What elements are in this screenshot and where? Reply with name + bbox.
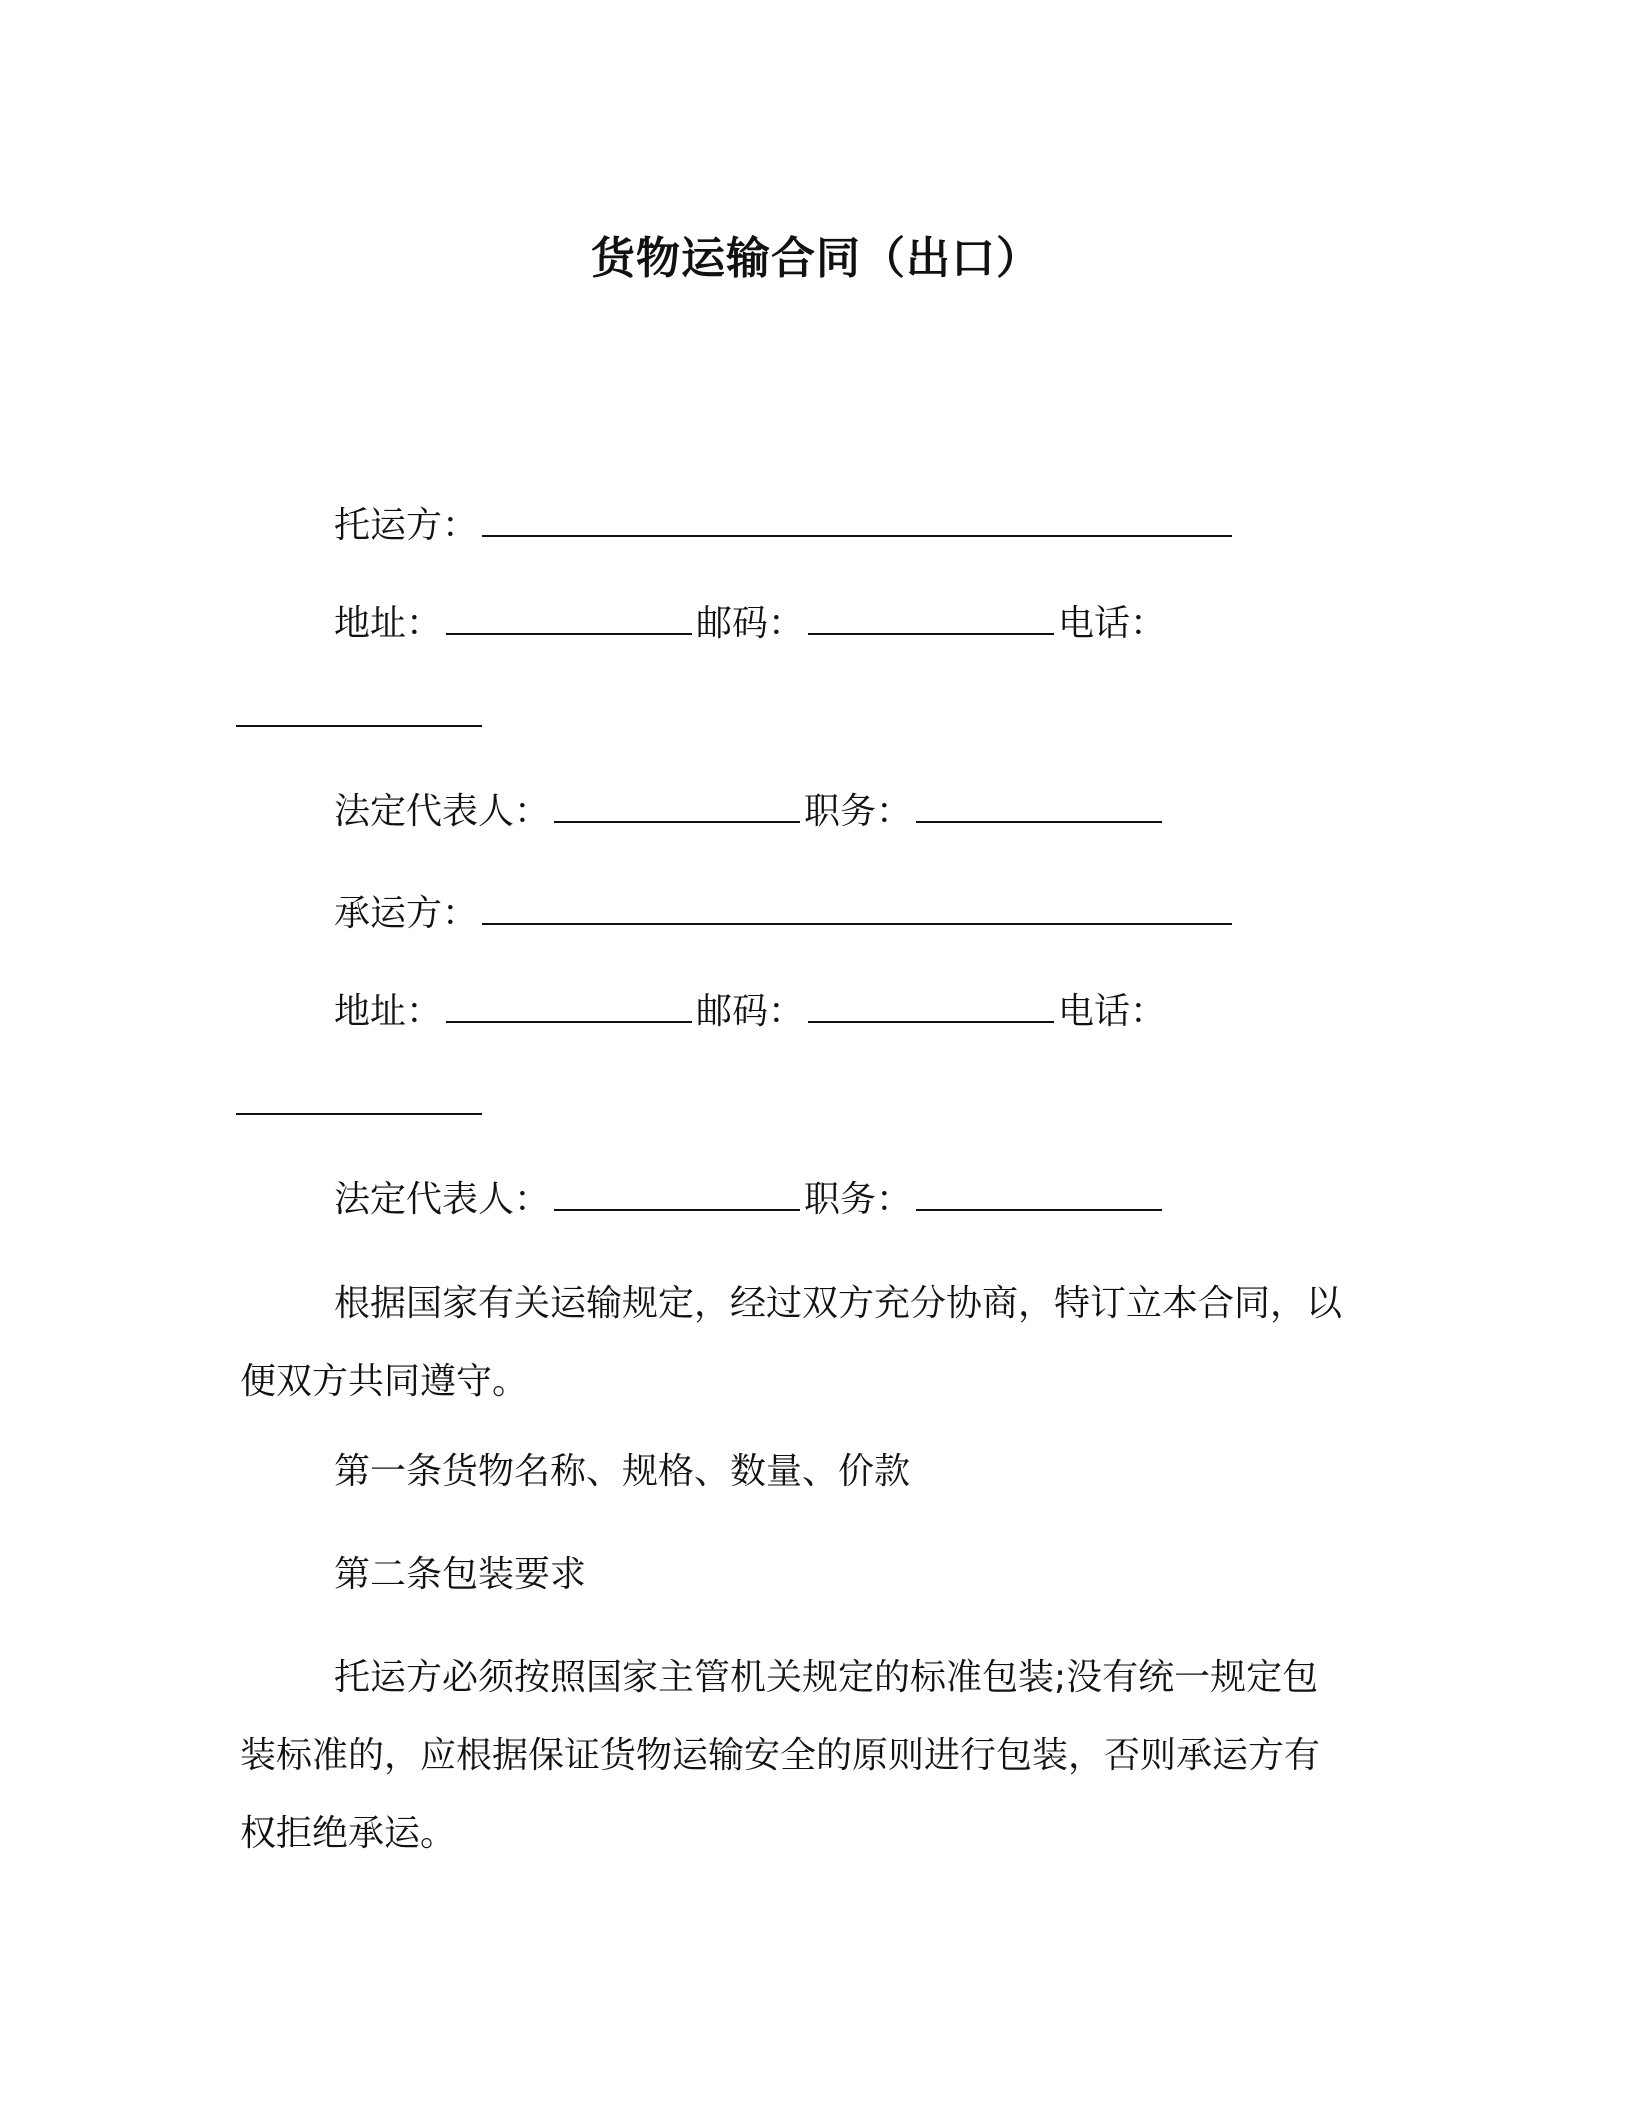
consignor-contact-line bbox=[334, 601, 1166, 646]
consignor-label: 托运方： bbox=[334, 505, 479, 546]
packaging-line-1: 托运方必须按照国家主管机关规定的标准包装;没有统一规定包 bbox=[334, 1657, 1319, 1698]
carrier-label: 承运方： bbox=[334, 893, 479, 934]
consignor-postcode-blank bbox=[808, 601, 1054, 635]
consignor-position-blank bbox=[916, 789, 1162, 823]
carrier-phone-label: 电话： bbox=[1058, 991, 1167, 1032]
carrier-rep-line bbox=[334, 1177, 1166, 1222]
consignor-legal-rep-blank bbox=[554, 789, 800, 823]
preamble-line-1: 根据国家有关运输规定，经过双方充分协商，特订立本合同，以 bbox=[334, 1283, 1343, 1324]
carrier-position-label: 职务： bbox=[804, 1179, 913, 1220]
consignor-address-label: 地址： bbox=[334, 603, 443, 644]
preamble-paragraph bbox=[240, 1265, 1390, 1421]
carrier-contact-line bbox=[334, 989, 1166, 1034]
carrier-phone-blank bbox=[236, 1081, 482, 1115]
consignor-phone-blank bbox=[236, 693, 482, 727]
carrier-phone-blank-line bbox=[236, 1081, 486, 1126]
consignor-blank bbox=[482, 503, 1232, 537]
carrier-line bbox=[334, 891, 1236, 936]
carrier-postcode-label: 邮码： bbox=[696, 991, 805, 1032]
consignor-address-blank bbox=[446, 601, 692, 635]
packaging-paragraph bbox=[240, 1639, 1390, 1873]
document-title: 货物运输合同（出口） bbox=[591, 233, 1041, 284]
carrier-blank bbox=[482, 891, 1232, 925]
packaging-line-2: 装标准的，应根据保证货物运输安全的原则进行包装，否则承运方有 bbox=[240, 1735, 1321, 1776]
carrier-address-label: 地址： bbox=[334, 991, 443, 1032]
article-1-heading: 第一条货物名称、规格、数量、价款 bbox=[334, 1451, 911, 1492]
carrier-postcode-blank bbox=[808, 989, 1054, 1023]
article-2-heading: 第二条包装要求 bbox=[334, 1554, 587, 1595]
carrier-position-blank bbox=[916, 1177, 1162, 1211]
carrier-legal-rep-blank bbox=[554, 1177, 800, 1211]
consignor-rep-line bbox=[334, 789, 1166, 834]
carrier-legal-rep-label: 法定代表人： bbox=[334, 1179, 551, 1220]
consignor-legal-rep-label: 法定代表人： bbox=[334, 791, 551, 832]
consignor-phone-label: 电话： bbox=[1058, 603, 1167, 644]
consignor-phone-blank-line bbox=[236, 693, 486, 738]
consignor-postcode-label: 邮码： bbox=[696, 603, 805, 644]
consignor-position-label: 职务： bbox=[804, 791, 913, 832]
packaging-line-3: 权拒绝承运。 bbox=[240, 1813, 457, 1854]
consignor-line bbox=[334, 503, 1236, 548]
carrier-address-blank bbox=[446, 989, 692, 1023]
preamble-line-2: 便双方共同遵守。 bbox=[240, 1361, 529, 1402]
